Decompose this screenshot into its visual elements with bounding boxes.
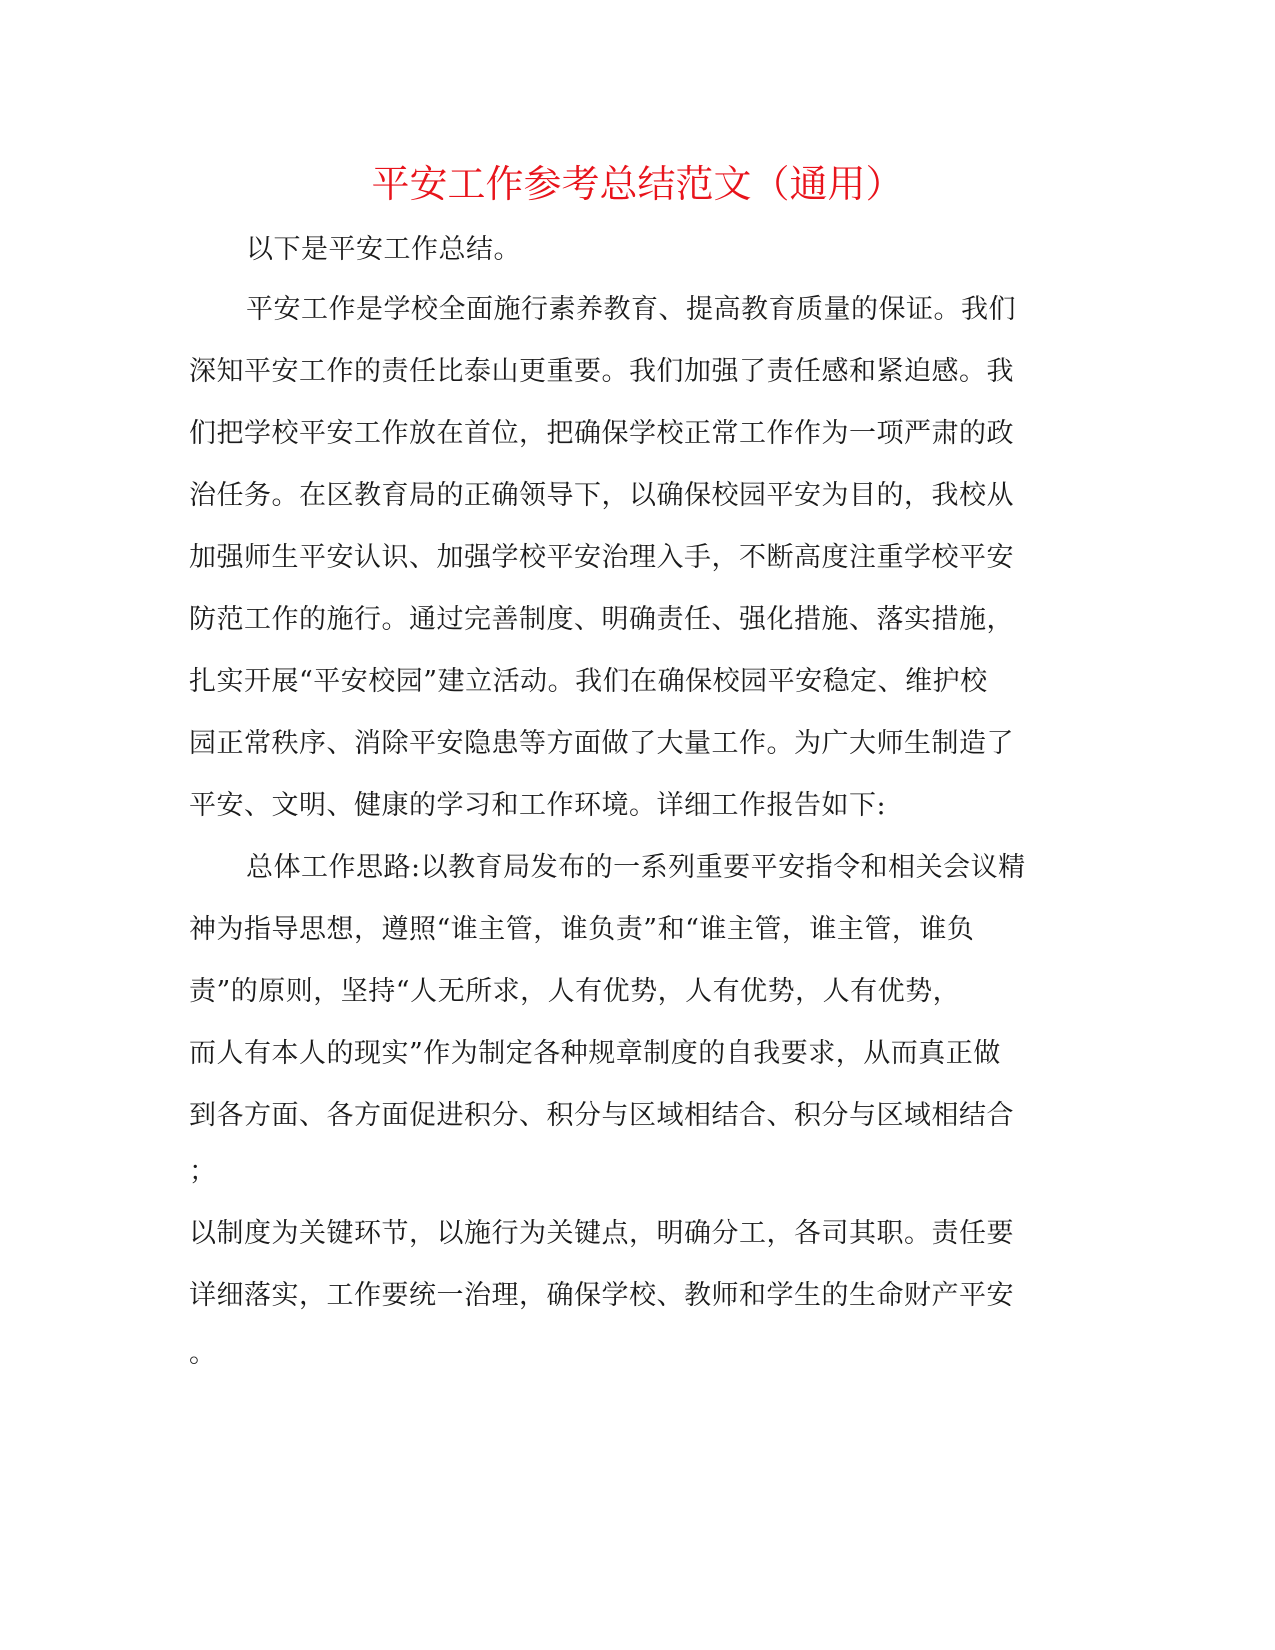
paragraph-line: 以下是平安工作总结。 (246, 234, 521, 265)
document-title: 平安工作参考总结范文（通用） (371, 162, 904, 206)
paragraph-line: 们把学校平安工作放在首位，把确保学校正常工作作为一项严肃的政 (189, 418, 1014, 449)
paragraph-line: 平安、文明、健康的学习和工作环境。详细工作报告如下: (189, 790, 887, 821)
paragraph-line: 扎实开展“平安校园”建立活动。我们在确保校园平安稳定、维护校 (189, 666, 988, 697)
paragraph-line: 到各方面、各方面促进积分、积分与区域相结合、积分与区域相结合 (189, 1100, 1014, 1131)
paragraph-line: 加强师生平安认识、加强学校平安治理入手，不断高度注重学校平安 (189, 542, 1014, 573)
paragraph-line: 责”的原则，坚持“人无所求，人有优势，人有优势，人有优势， (189, 976, 961, 1007)
paragraph-line: 以制度为关键环节，以施行为关键点，明确分工，各司其职。责任要 (189, 1218, 1014, 1249)
paragraph-line: 神为指导思想，遵照“谁主管，谁负责”和“谁主管，谁主管，谁负 (189, 914, 975, 945)
paragraph-line: 。 (189, 1338, 217, 1369)
paragraph-line: 平安工作是学校全面施行素养教育、提高教育质量的保证。我们 (246, 294, 1016, 325)
paragraph-line: 防范工作的施行。通过完善制度、明确责任、强化措施、落实措施， (189, 604, 1014, 635)
paragraph-line: 而人有本人的现实”作为制定各种规章制度的自我要求，从而真正做 (189, 1038, 1001, 1069)
paragraph-line: 深知平安工作的责任比泰山更重要。我们加强了责任感和紧迫感。我 (189, 356, 1014, 387)
paragraph-line: 治任务。在区教育局的正确领导下，以确保校园平安为目的，我校从 (189, 480, 1014, 511)
paragraph-line: 园正常秩序、消除平安隐患等方面做了大量工作。为广大师生制造了 (189, 728, 1014, 759)
paragraph-line: 详细落实，工作要统一治理，确保学校、教师和学生的生命财产平安 (189, 1280, 1014, 1311)
paragraph-line: 总体工作思路:以教育局发布的一系列重要平安指令和相关会议精 (246, 852, 1026, 883)
paragraph-line: ； (189, 1156, 217, 1187)
